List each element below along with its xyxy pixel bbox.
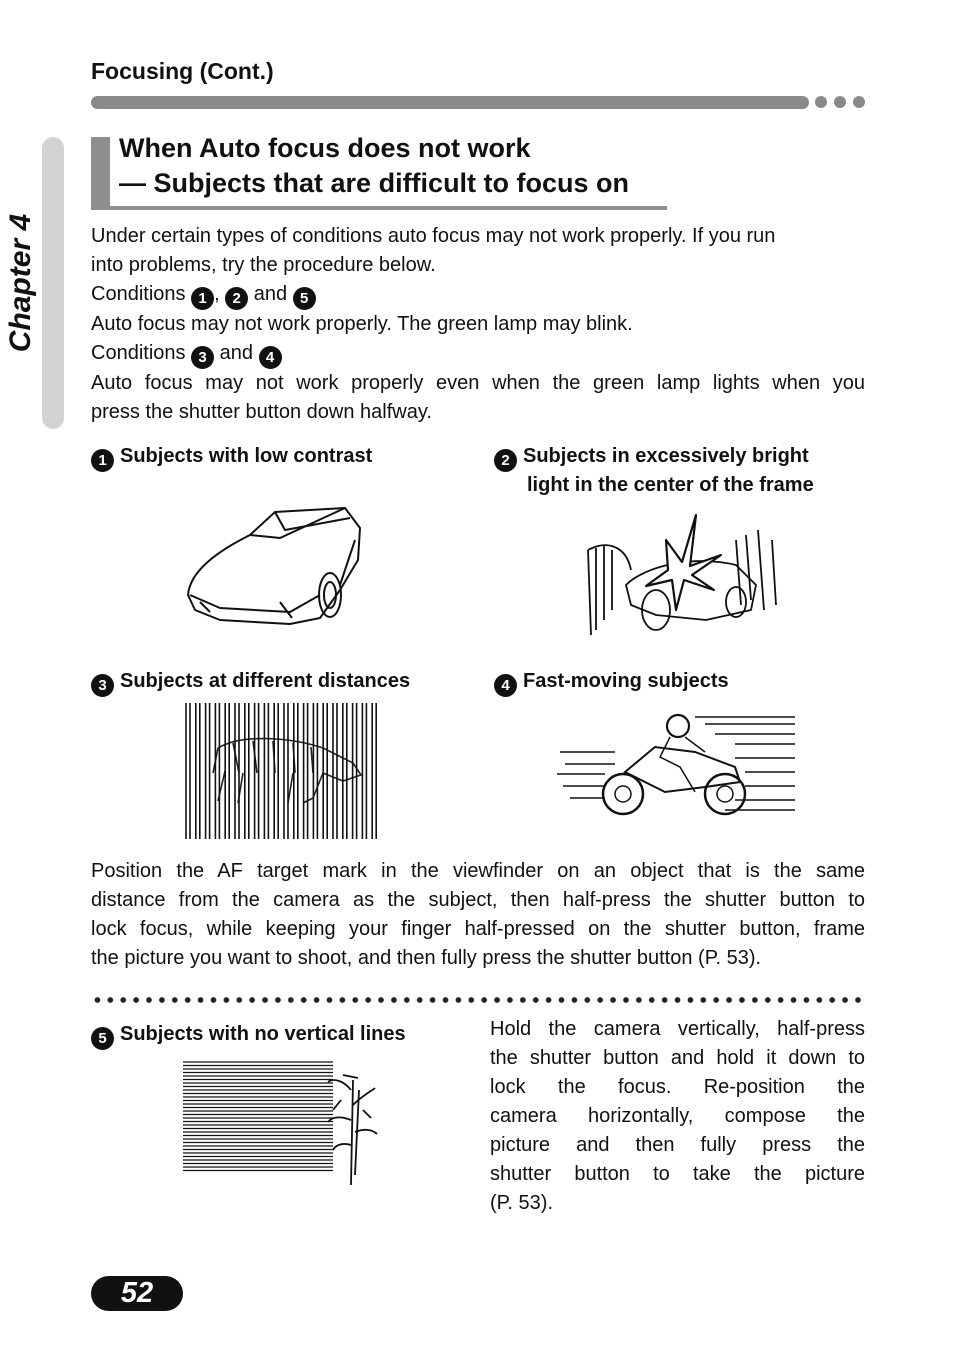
- conditions-word: Conditions: [91, 283, 186, 305]
- number-badge: 1: [191, 287, 214, 310]
- number-badge: 1: [91, 449, 114, 472]
- page-number: 52: [91, 1276, 183, 1311]
- conditions-b-description: Auto focus may not work properly even when the green lamp lights when you: [91, 372, 865, 394]
- subject-caption-5: [91, 1020, 406, 1050]
- intro-line: Under certain types of conditions auto focus may not work properly. If you run: [91, 225, 776, 247]
- paragraph-line: lock the focus. Re-position the: [490, 1076, 865, 1098]
- paragraph-line: Hold the camera vertically, half-press: [490, 1018, 865, 1040]
- caption-text: Subjects at different distances: [120, 670, 411, 692]
- paragraph-line: the shutter button and hold it down to: [490, 1047, 865, 1069]
- paragraph-line: (P. 53).: [490, 1192, 553, 1214]
- conditions-word: Conditions: [91, 342, 186, 364]
- number-badge: 5: [293, 287, 316, 310]
- number-badge: 5: [91, 1027, 114, 1050]
- caption-text: Subjects in excessively bright: [523, 445, 809, 467]
- header-rule: [91, 96, 809, 109]
- caption-text: Fast-moving subjects: [523, 670, 729, 692]
- subject-caption-2: [494, 442, 809, 472]
- af-paragraph: [91, 857, 865, 973]
- header-dot: [853, 96, 865, 108]
- paragraph-line: shutter button to take the picture: [490, 1163, 865, 1185]
- conditions-a-description: Auto focus may not work properly. The green lamp may blink.: [91, 313, 633, 335]
- dotted-divider: [91, 996, 865, 1004]
- bright-light-car-icon: [586, 510, 781, 638]
- number-badge: 2: [225, 287, 248, 310]
- header-dot: [815, 96, 827, 108]
- caption-text: Subjects with low contrast: [120, 445, 373, 467]
- and-word: and: [253, 283, 288, 305]
- paragraph-line: camera horizontally, compose the: [490, 1105, 865, 1127]
- conditions-b-description: press the shutter button down halfway.: [91, 401, 432, 423]
- subject-caption-3: [91, 667, 410, 697]
- header-dot: [834, 96, 846, 108]
- paragraph-line: the picture you want to shoot, and then fully press the shutter button (P. 53).: [91, 947, 762, 969]
- subject-caption-4: [494, 667, 729, 697]
- number-badge: 4: [494, 674, 517, 697]
- number-badge: 3: [91, 674, 114, 697]
- paragraph-line: lock focus, while keeping your finger half-pressed on the shutter button, frame: [91, 918, 865, 940]
- and-word: and: [219, 342, 254, 364]
- car-icon: [180, 500, 370, 635]
- chapter-label: Chapter 4: [4, 213, 37, 353]
- paragraph-line: distance from the camera as the subject, then half-press the shutter button to: [91, 889, 865, 911]
- subject-caption-1: [91, 442, 372, 472]
- horizontal-lines-bamboo-icon: [183, 1060, 383, 1190]
- paragraph-line: picture and then fully press the: [490, 1134, 865, 1156]
- comma: ,: [214, 283, 220, 305]
- intro-block: [91, 222, 865, 427]
- page-title-line1: When Auto focus does not work: [119, 133, 531, 163]
- vertical-paragraph: [490, 1015, 865, 1218]
- conditions-b: [91, 339, 865, 369]
- number-badge: 4: [259, 346, 282, 369]
- page-title-line2: — Subjects that are difficult to focus on: [119, 168, 630, 198]
- number-badge: 2: [494, 449, 517, 472]
- number-badge: 3: [191, 346, 214, 369]
- motorcycle-icon: [555, 712, 800, 820]
- section-label: Focusing (Cont.): [91, 58, 274, 84]
- subject-caption-2-line2: light in the center of the frame: [527, 474, 814, 496]
- intro-line: into problems, try the procedure below.: [91, 254, 436, 276]
- caption-text: Subjects with no vertical lines: [120, 1023, 406, 1045]
- conditions-a: [91, 280, 865, 310]
- chapter-tab: [42, 137, 64, 429]
- paragraph-line: Position the AF target mark in the viewfinder on an object that is the same: [91, 860, 865, 882]
- tiger-behind-bars-icon: [183, 703, 383, 841]
